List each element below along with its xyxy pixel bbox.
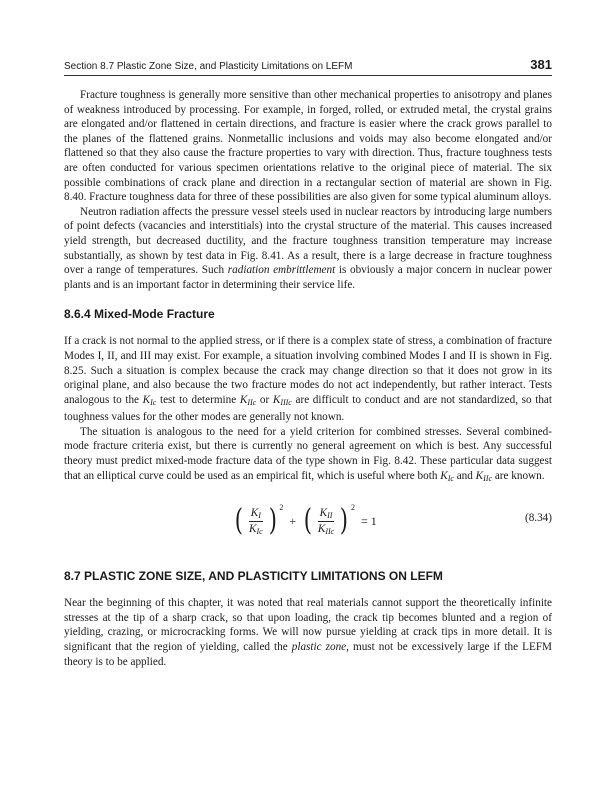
symbol-subscript: IIc (483, 473, 493, 483)
text-span: are difficult to conduct and are not standardized, so that toughness values for the other modes are generally not known. (64, 393, 553, 424)
equals-one: = 1 (360, 513, 377, 528)
symbol-k: K (272, 393, 281, 406)
term-plastic-zone: plastic zone (291, 641, 347, 654)
symbol-k: K (250, 506, 259, 519)
right-paren: ) (268, 503, 277, 539)
left-paren: ( (235, 503, 244, 539)
text-span: The situation is analogous to the need for a yield criterion for combined stresses. Several combined-mode fracture criteria exist, but there is currently no general agreement on which is best. Any successful theory must predict mixed-mode fracture data of the type shown in Fig. 8.42. These particular data suggest that an elliptical curve could be used as an empirical fit, which is useful where both (64, 425, 552, 482)
numerator (318, 507, 335, 522)
text-span: test to determine (156, 393, 240, 406)
symbol-subscript: Ic (447, 473, 454, 483)
body-text (64, 88, 552, 669)
symbol-subscript: I (258, 510, 261, 520)
symbol-k: K (248, 522, 257, 535)
equation-number: (8.34) (524, 512, 552, 525)
symbol-subscript: II (327, 510, 333, 520)
paragraph-neutron-radiation (64, 205, 552, 293)
text-span: Neutron radiation affects the pressure vessel steels used in nuclear reactors by introducing large numbers of point defects (vacancies and interstitials) into the crystal structure of the material. This causes increased yield strength, but decreased ductility, and the fracture toughness transition temperature may increase substantially, as shown by test data in Fig. 8.41. As a result, there is a large decrease in fracture toughness over a range of temperatures. Such (64, 205, 552, 277)
section-title: Section 8.7 Plastic Zone Size, and Plasticity Limitations on LEFM (64, 61, 353, 72)
heading-plastic-zone: 8.7 PLASTIC ZONE SIZE, AND PLASTICITY LIMITATIONS ON LEFM (64, 569, 443, 584)
text-span: and (453, 469, 476, 482)
fraction-term-1 (247, 507, 265, 536)
text-span: is obviously a major concern in nuclear power plants and is an important factor in determining their service life. (64, 264, 552, 291)
paragraph-yield-criterion (64, 425, 552, 486)
paragraph-mixed-mode (64, 334, 552, 425)
page-number: 381 (530, 57, 552, 72)
symbol-k: K (475, 469, 484, 482)
symbol-subscript: IIc (325, 526, 335, 536)
text-span: are known. (492, 469, 545, 482)
text-span: If a crack is not normal to the applied stress, or if there is a complex state of stress, a combination of fracture Modes I, II, and III may exist. For example, a situation involving combined Modes I and II is shown in Fig. 8.25. Such a situation is complex because the crack may change direction so that it does not grow in its original plane, and also because the two fracture modes do not act independently, but rather interact. Tests analogous to the (64, 335, 552, 406)
right-paren: ) (339, 503, 349, 539)
symbol-subscript: IIc (247, 397, 257, 407)
text-span: or (256, 393, 273, 406)
symbol-k: K (319, 506, 328, 519)
fraction-term-2 (316, 507, 336, 536)
symbol-subscript: Ic (150, 397, 157, 407)
symbol-k: K (440, 469, 448, 482)
term-radiation-embrittlement: radiation embrittlement (227, 264, 336, 277)
exponent: 2 (350, 502, 355, 512)
text-span: , must not be excessively large if the LEFM theory is to be applied. (64, 641, 552, 668)
running-head (64, 57, 552, 76)
plus-operator: + (289, 513, 297, 528)
denominator (316, 522, 336, 536)
symbol-subscript: IIIc (280, 397, 292, 407)
paragraph-anisotropy (64, 88, 552, 205)
denominator (247, 522, 265, 536)
equation-8-34 (64, 492, 552, 550)
numerator (249, 507, 263, 522)
symbol-k: K (142, 393, 151, 406)
symbol-k: K (239, 393, 248, 406)
text-span: Fracture toughness is generally more sensitive than other mechanical properties to anisotropy and planes of weakness introduced by processing. For example, in forged, rolled, or extruded metal, the crystal grains are elongated and/or flattened in certain directions, and fracture is easier where the crack grows parallel to the planes of the flattened grains. Nonmetallic inclusions and voids may also become elongated and/or flattened so that they also cause the fracture properties to vary with direction. Thus, fracture toughness tests are often conducted for various specimen orientations relative to the original piece of material. The six possible combinations of crack plane and direction in a rectangular section of material are shown in Fig. 8.40. Fracture toughness data for three of these possibilities are also given for some typical aluminum alloys. (64, 89, 552, 204)
exponent: 2 (279, 502, 284, 512)
text-span: Near the beginning of this chapter, it was noted that real materials cannot support the theoretically infinite stresses at the tip of a sharp crack, so that upon loading, the crack tip becomes blunted and a region of yielding, crazing, or microcracking forms. We will now pursue yielding at crack tips in more detail. It is significant that the region of yielding, called the (64, 597, 552, 654)
left-paren: ( (303, 503, 313, 539)
symbol-subscript: Ic (256, 526, 263, 536)
paragraph-plastic-zone (64, 596, 552, 669)
symbol-k: K (317, 522, 326, 535)
heading-mixed-mode-fracture: 8.6.4 Mixed-Mode Fracture (64, 307, 215, 322)
